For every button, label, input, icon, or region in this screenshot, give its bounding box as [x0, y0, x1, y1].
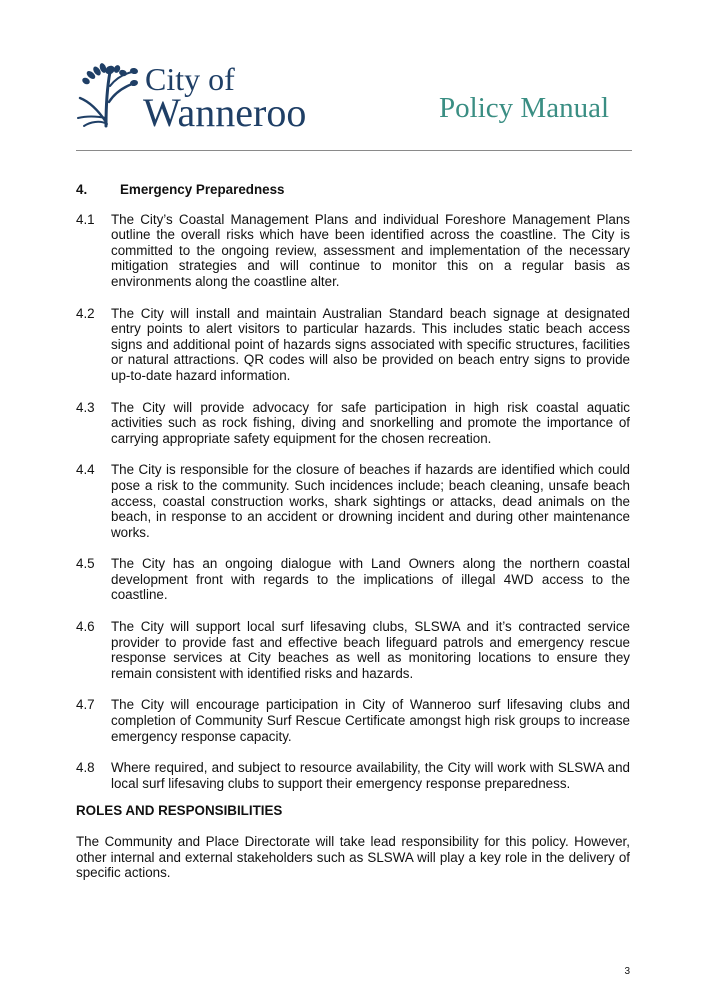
item-text: The City will install and maintain Australian Standard beach signage at designated entry points to alert visitors to particular hazards. This includes static beach access signs and additional point of hazards signs associated with specific structures, facilities or natural attractions. QR codes will also be provided on beach entry signs to provide up-to-date hazard information. — [111, 305, 630, 383]
section-heading — [76, 182, 630, 198]
item-number: 4.5 — [76, 556, 95, 572]
list-item — [76, 760, 630, 791]
item-text: Where required, and subject to resource availability, the City will work with SLSWA and local surf lifesaving clubs to support their emergency response preparedness. — [111, 760, 630, 791]
section-title: Emergency Preparedness — [120, 182, 285, 197]
item-text: The City’s Coastal Management Plans and individual Foreshore Management Plans outline the overall risks which have been identified across the coastline. The City is committed to the ongoing review, assessment and implementation of the necessary mitigation strategies and will continue to monitor this on a regular basis as environments along the coastline alter. — [111, 211, 630, 289]
logo-text-city-of: City of — [145, 61, 235, 97]
item-number: 4.1 — [76, 211, 95, 227]
roles-heading: ROLES AND RESPONSIBILITIES — [76, 803, 283, 819]
item-number: 4.7 — [76, 697, 95, 713]
item-number: 4.2 — [76, 305, 95, 321]
header-divider — [76, 150, 632, 151]
list-item — [76, 400, 630, 447]
list-item — [76, 212, 630, 290]
item-text: The City has an ongoing dialogue with Land Owners along the northern coastal development front with regards to the implications of illegal 4WD access to the coastline. — [111, 556, 630, 603]
item-number: 4.8 — [76, 760, 95, 776]
logo-text-wanneroo: Wanneroo — [143, 90, 307, 135]
kangaroo-paw-icon — [76, 62, 142, 133]
roles-paragraph: The Community and Place Directorate will take lead responsibility for this policy. However, other internal and external stakeholders such as SLSWA will play a key role in the delivery of specific actions. — [76, 834, 630, 881]
list-item — [76, 697, 630, 744]
list-item — [76, 619, 630, 681]
item-text: The City will encourage participation in City of Wanneroo surf lifesaving clubs and completion of Community Surf Rescue Certificate amongst high risk groups to increase emergency response capacity. — [111, 697, 630, 744]
document-type-title: Policy Manual — [439, 92, 609, 124]
item-text: The City will provide advocacy for safe participation in high risk coastal aquatic activities such as rock fishing, diving and snorkelling and promote the importance of carrying appropriate safety equipment for the chosen recreation. — [111, 399, 630, 446]
page-header — [0, 0, 706, 152]
page-number: 3 — [624, 966, 630, 977]
list-item — [76, 462, 630, 540]
item-number: 4.6 — [76, 619, 95, 635]
item-text: The City is responsible for the closure of beaches if hazards are identified which could pose a risk to the community. Such incidences include; beach cleaning, unsafe beach access, coastal construction works, shark sightings or attacks, dead animals on the beach, in response to an accident or drowning incident and during other maintenance works. — [111, 462, 630, 540]
item-text: The City will support local surf lifesaving clubs, SLSWA and it’s contracted service provider to provide fast and effective beach lifeguard patrols and emergency rescue response services at City beaches as well as monitoring locations to ensure they remain consistent with identified risks and hazards. — [111, 619, 630, 681]
item-number: 4.4 — [76, 462, 95, 478]
list-item — [76, 306, 630, 384]
document-body — [76, 182, 630, 881]
list-item — [76, 556, 630, 603]
section-number: 4. — [76, 182, 88, 197]
item-number: 4.3 — [76, 399, 95, 415]
